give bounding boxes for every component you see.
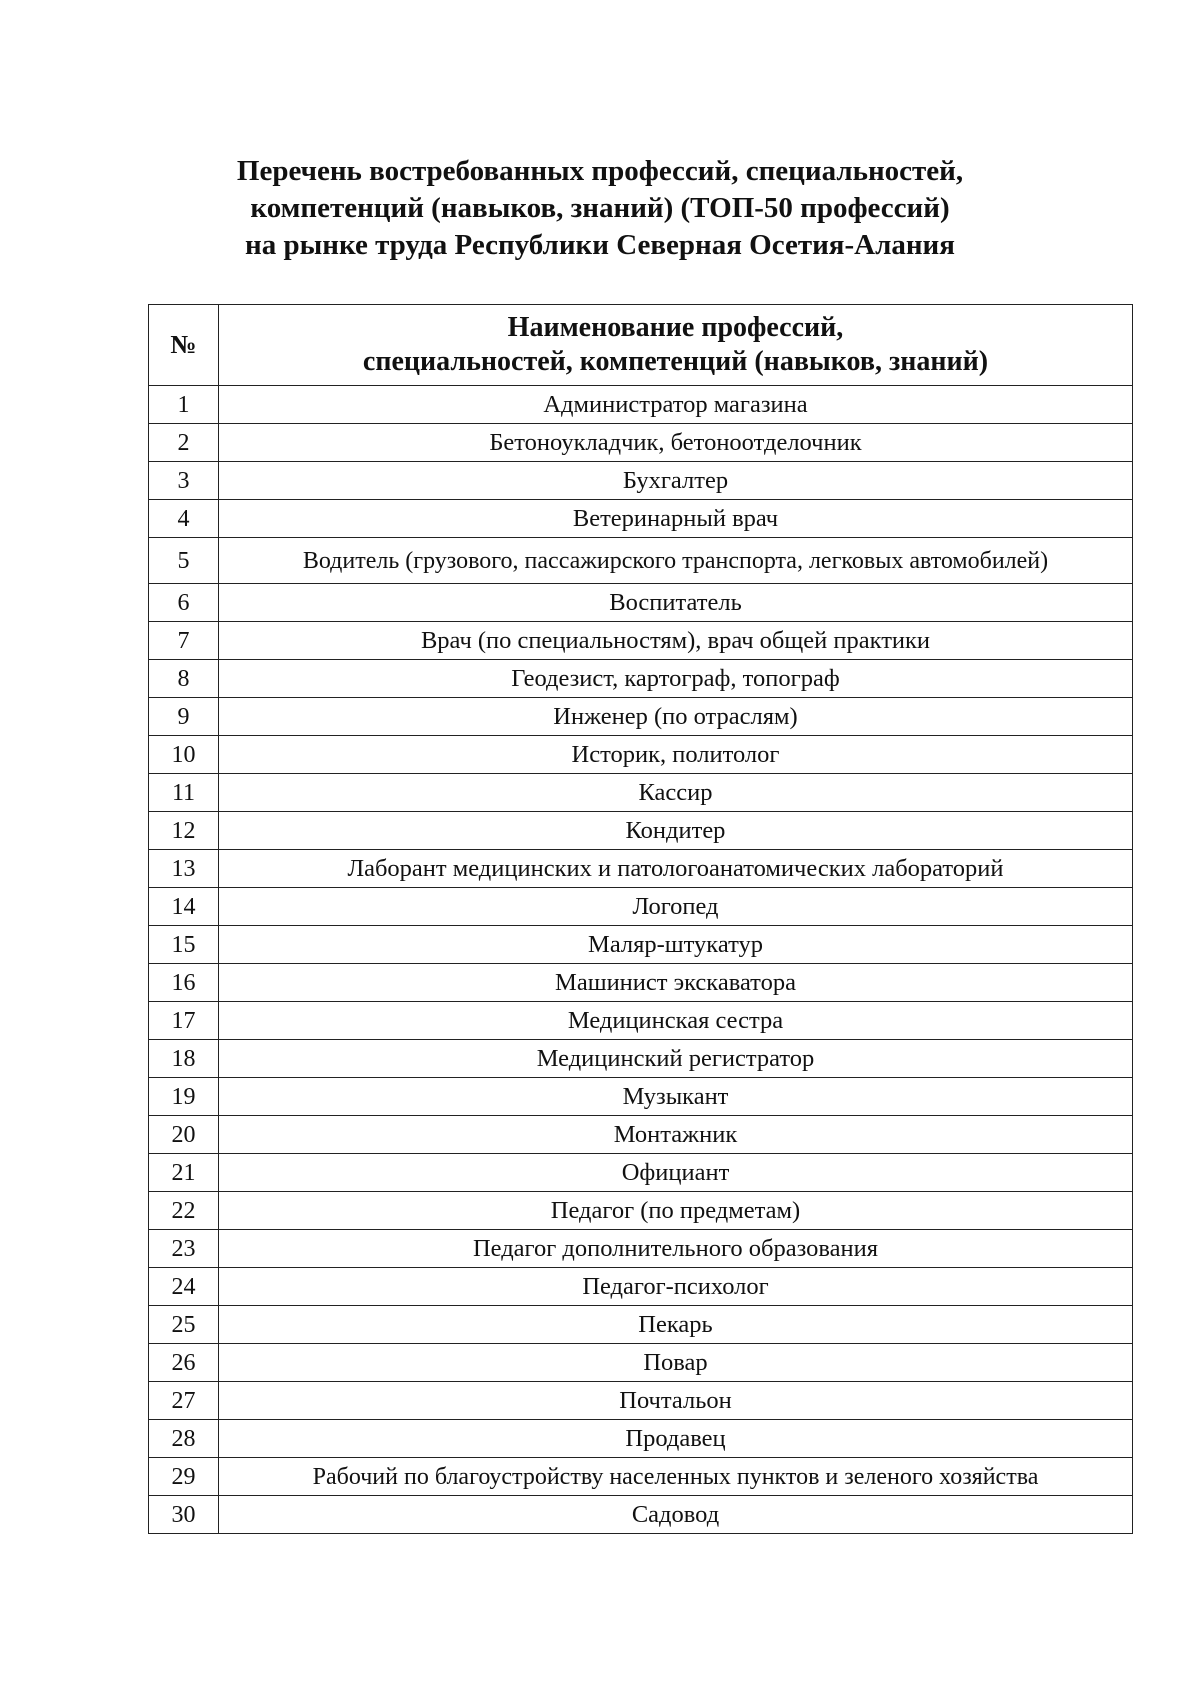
row-number: 23 [149, 1230, 219, 1268]
table-row [149, 1458, 1133, 1496]
header-name-line-2: специальностей, компетенций (навыков, знаний) [362, 346, 989, 377]
row-profession-name: Медицинская сестра [219, 1002, 1133, 1040]
row-number: 8 [149, 660, 219, 698]
table-row [149, 888, 1133, 926]
table-row [149, 812, 1133, 850]
row-number: 29 [149, 1458, 219, 1496]
row-number: 27 [149, 1382, 219, 1420]
row-profession-name: Монтажник [219, 1116, 1133, 1154]
title-line-2: компетенций (навыков, знаний) (ТОП-50 профессий) [250, 192, 950, 224]
table-row [149, 1382, 1133, 1420]
table-row [149, 698, 1133, 736]
table-row [149, 660, 1133, 698]
row-profession-name: Маляр-штукатур [219, 926, 1133, 964]
row-profession-name: Официант [219, 1154, 1133, 1192]
table-row [149, 774, 1133, 812]
row-profession-name: Почтальон [219, 1382, 1133, 1420]
table-row [149, 462, 1133, 500]
header-number: № [149, 305, 219, 386]
row-number: 28 [149, 1420, 219, 1458]
row-profession-name: Музыкант [219, 1078, 1133, 1116]
row-profession-name: Педагог (по предметам) [219, 1192, 1133, 1230]
table-row [149, 1496, 1133, 1534]
row-profession-name: Педагог-психолог [219, 1268, 1133, 1306]
row-profession-name: Бухгалтер [219, 462, 1133, 500]
row-number: 17 [149, 1002, 219, 1040]
table-row [149, 1116, 1133, 1154]
table-row [149, 850, 1133, 888]
table-row [149, 926, 1133, 964]
table-row [149, 1040, 1133, 1078]
row-profession-name: Врач (по специальностям), врач общей практики [219, 622, 1133, 660]
row-number: 25 [149, 1306, 219, 1344]
row-profession-name: Машинист экскаватора [219, 964, 1133, 1002]
professions-table [148, 304, 1133, 1534]
table-row [149, 1154, 1133, 1192]
row-profession-name: Лаборант медицинских и патологоанатомических лабораторий [219, 850, 1133, 888]
table-row [149, 1192, 1133, 1230]
row-profession-name: Медицинский регистратор [219, 1040, 1133, 1078]
row-profession-name: Логопед [219, 888, 1133, 926]
row-profession-name: Продавец [219, 1420, 1133, 1458]
row-profession-name: Бетоноукладчик, бетоноотделочник [219, 424, 1133, 462]
row-profession-name: Кассир [219, 774, 1133, 812]
table-row [149, 1268, 1133, 1306]
row-number: 4 [149, 500, 219, 538]
row-number: 30 [149, 1496, 219, 1534]
row-profession-name: Садовод [219, 1496, 1133, 1534]
row-number: 22 [149, 1192, 219, 1230]
table-row [149, 1344, 1133, 1382]
table-row [149, 622, 1133, 660]
row-profession-name: Повар [219, 1344, 1133, 1382]
row-profession-name: Администратор магазина [219, 386, 1133, 424]
row-number: 14 [149, 888, 219, 926]
table-row [149, 1078, 1133, 1116]
table-row [149, 538, 1133, 584]
table-row [149, 1420, 1133, 1458]
row-number: 7 [149, 622, 219, 660]
row-number: 18 [149, 1040, 219, 1078]
row-number: 3 [149, 462, 219, 500]
row-number: 9 [149, 698, 219, 736]
row-profession-name: Воспитатель [219, 584, 1133, 622]
row-profession-name: Пекарь [219, 1306, 1133, 1344]
row-number: 19 [149, 1078, 219, 1116]
table-row [149, 1230, 1133, 1268]
header-name [219, 305, 1133, 386]
table-row [149, 584, 1133, 622]
row-number: 13 [149, 850, 219, 888]
title-line-3: на рынке труда Республики Северная Осетия-Алания [245, 229, 955, 261]
row-number: 16 [149, 964, 219, 1002]
document-title [0, 153, 1200, 264]
header-name-line-1: Наименование профессий, [507, 312, 844, 343]
row-number: 5 [149, 538, 219, 584]
table-row [149, 424, 1133, 462]
row-number: 11 [149, 774, 219, 812]
row-profession-name: Историк, политолог [219, 736, 1133, 774]
table-body [149, 386, 1133, 1534]
row-number: 24 [149, 1268, 219, 1306]
table-row [149, 500, 1133, 538]
table-row [149, 1306, 1133, 1344]
row-number: 10 [149, 736, 219, 774]
row-number: 1 [149, 386, 219, 424]
table-row [149, 386, 1133, 424]
row-profession-name: Инженер (по отраслям) [219, 698, 1133, 736]
row-profession-name: Кондитер [219, 812, 1133, 850]
row-number: 26 [149, 1344, 219, 1382]
table-header-row [149, 305, 1133, 386]
row-number: 12 [149, 812, 219, 850]
row-profession-name: Геодезист, картограф, топограф [219, 660, 1133, 698]
table-row [149, 736, 1133, 774]
row-profession-name: Рабочий по благоустройству населенных пунктов и зеленого хозяйства [219, 1458, 1133, 1496]
row-number: 20 [149, 1116, 219, 1154]
row-number: 2 [149, 424, 219, 462]
table-row [149, 1002, 1133, 1040]
row-number: 15 [149, 926, 219, 964]
row-profession-name: Ветеринарный врач [219, 500, 1133, 538]
row-profession-name: Водитель (грузового, пассажирского транспорта, легковых автомобилей) [219, 538, 1133, 584]
row-number: 6 [149, 584, 219, 622]
row-profession-name: Педагог дополнительного образования [219, 1230, 1133, 1268]
table-row [149, 964, 1133, 1002]
row-number: 21 [149, 1154, 219, 1192]
title-line-1: Перечень востребованных профессий, специальностей, [236, 155, 964, 187]
